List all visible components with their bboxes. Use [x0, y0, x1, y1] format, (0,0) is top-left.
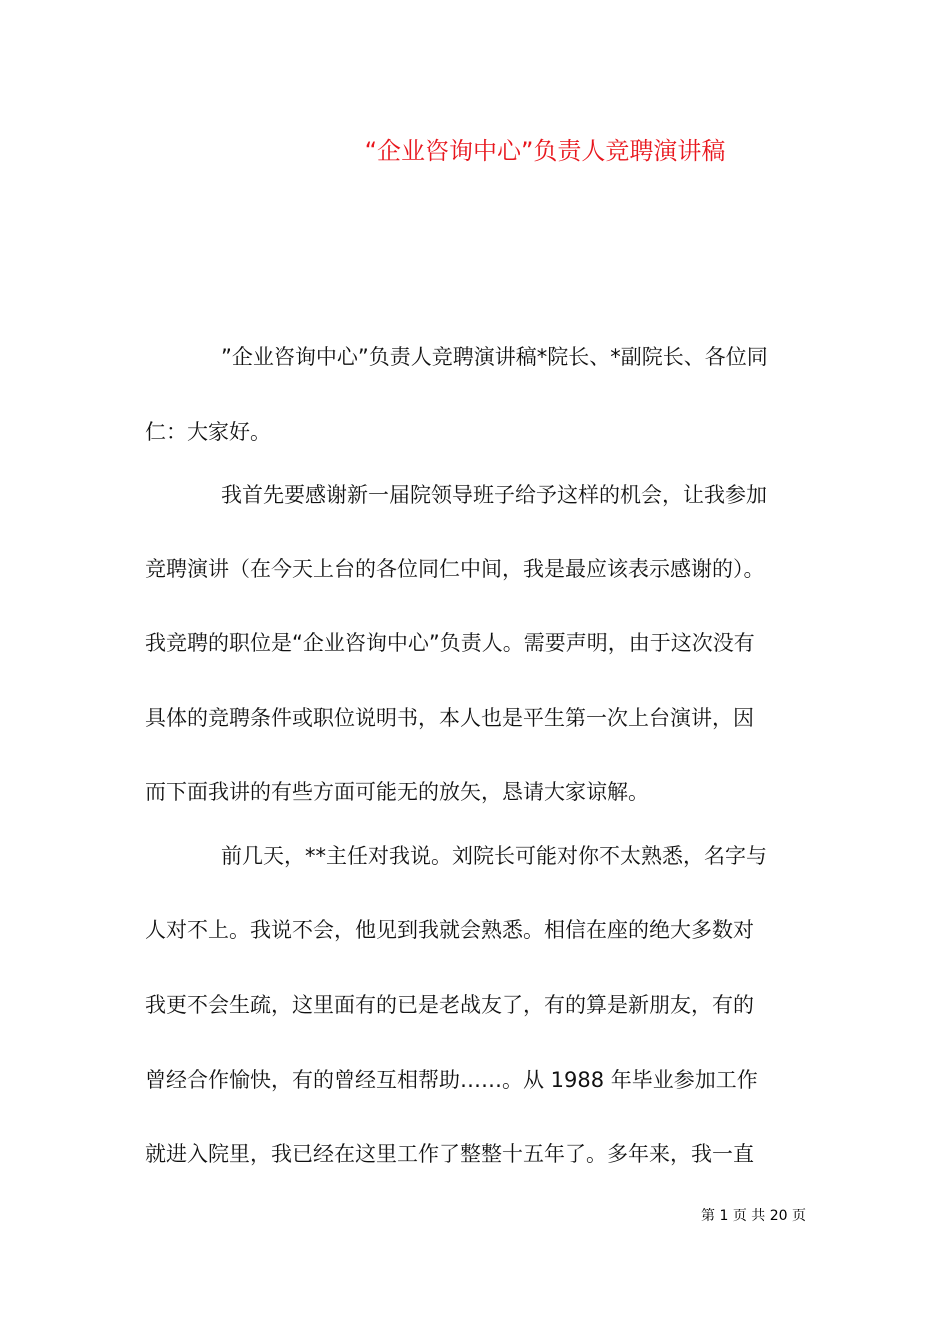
paragraph-line: 竞聘演讲（在今天上台的各位同仁中间，我是最应该表示感谢的）。 — [145, 557, 765, 581]
paragraph-line: 前几天，**主任对我说。刘院长可能对你不太熟悉，名字与 — [221, 844, 767, 868]
paragraph-line: 我竞聘的职位是“企业咨询中心”负责人。需要声明，由于这次没有 — [145, 631, 755, 655]
paragraph-line: 具体的竞聘条件或职位说明书，本人也是平生第一次上台演讲，因 — [145, 706, 754, 730]
page-indicator: 第 1 页 共 20 页 — [701, 1208, 806, 1224]
paragraph-line: 而下面我讲的有些方面可能无的放矢，恳请大家谅解。 — [145, 780, 649, 804]
paragraph-line: 就进入院里，我已经在这里工作了整整十五年了。多年来，我一直 — [145, 1142, 754, 1166]
paragraph-line: ”企业咨询中心”负责人竞聘演讲稿*院长、*副院长、各位同 — [221, 345, 768, 369]
paragraph-line: 人对不上。我说不会，他见到我就会熟悉。相信在座的绝大多数对 — [145, 918, 754, 942]
paragraph-line: 仁：大家好。 — [145, 420, 271, 444]
paragraph-line: 我首先要感谢新一届院领导班子给予这样的机会，让我参加 — [221, 483, 767, 507]
document-title: “企业咨询中心”负责人竞聘演讲稿 — [364, 137, 726, 165]
paragraph-line: 曾经合作愉快，有的曾经互相帮助……。从 1988 年毕业参加工作 — [145, 1068, 758, 1092]
paragraph-line: 我更不会生疏，这里面有的已是老战友了，有的算是新朋友，有的 — [145, 993, 754, 1017]
